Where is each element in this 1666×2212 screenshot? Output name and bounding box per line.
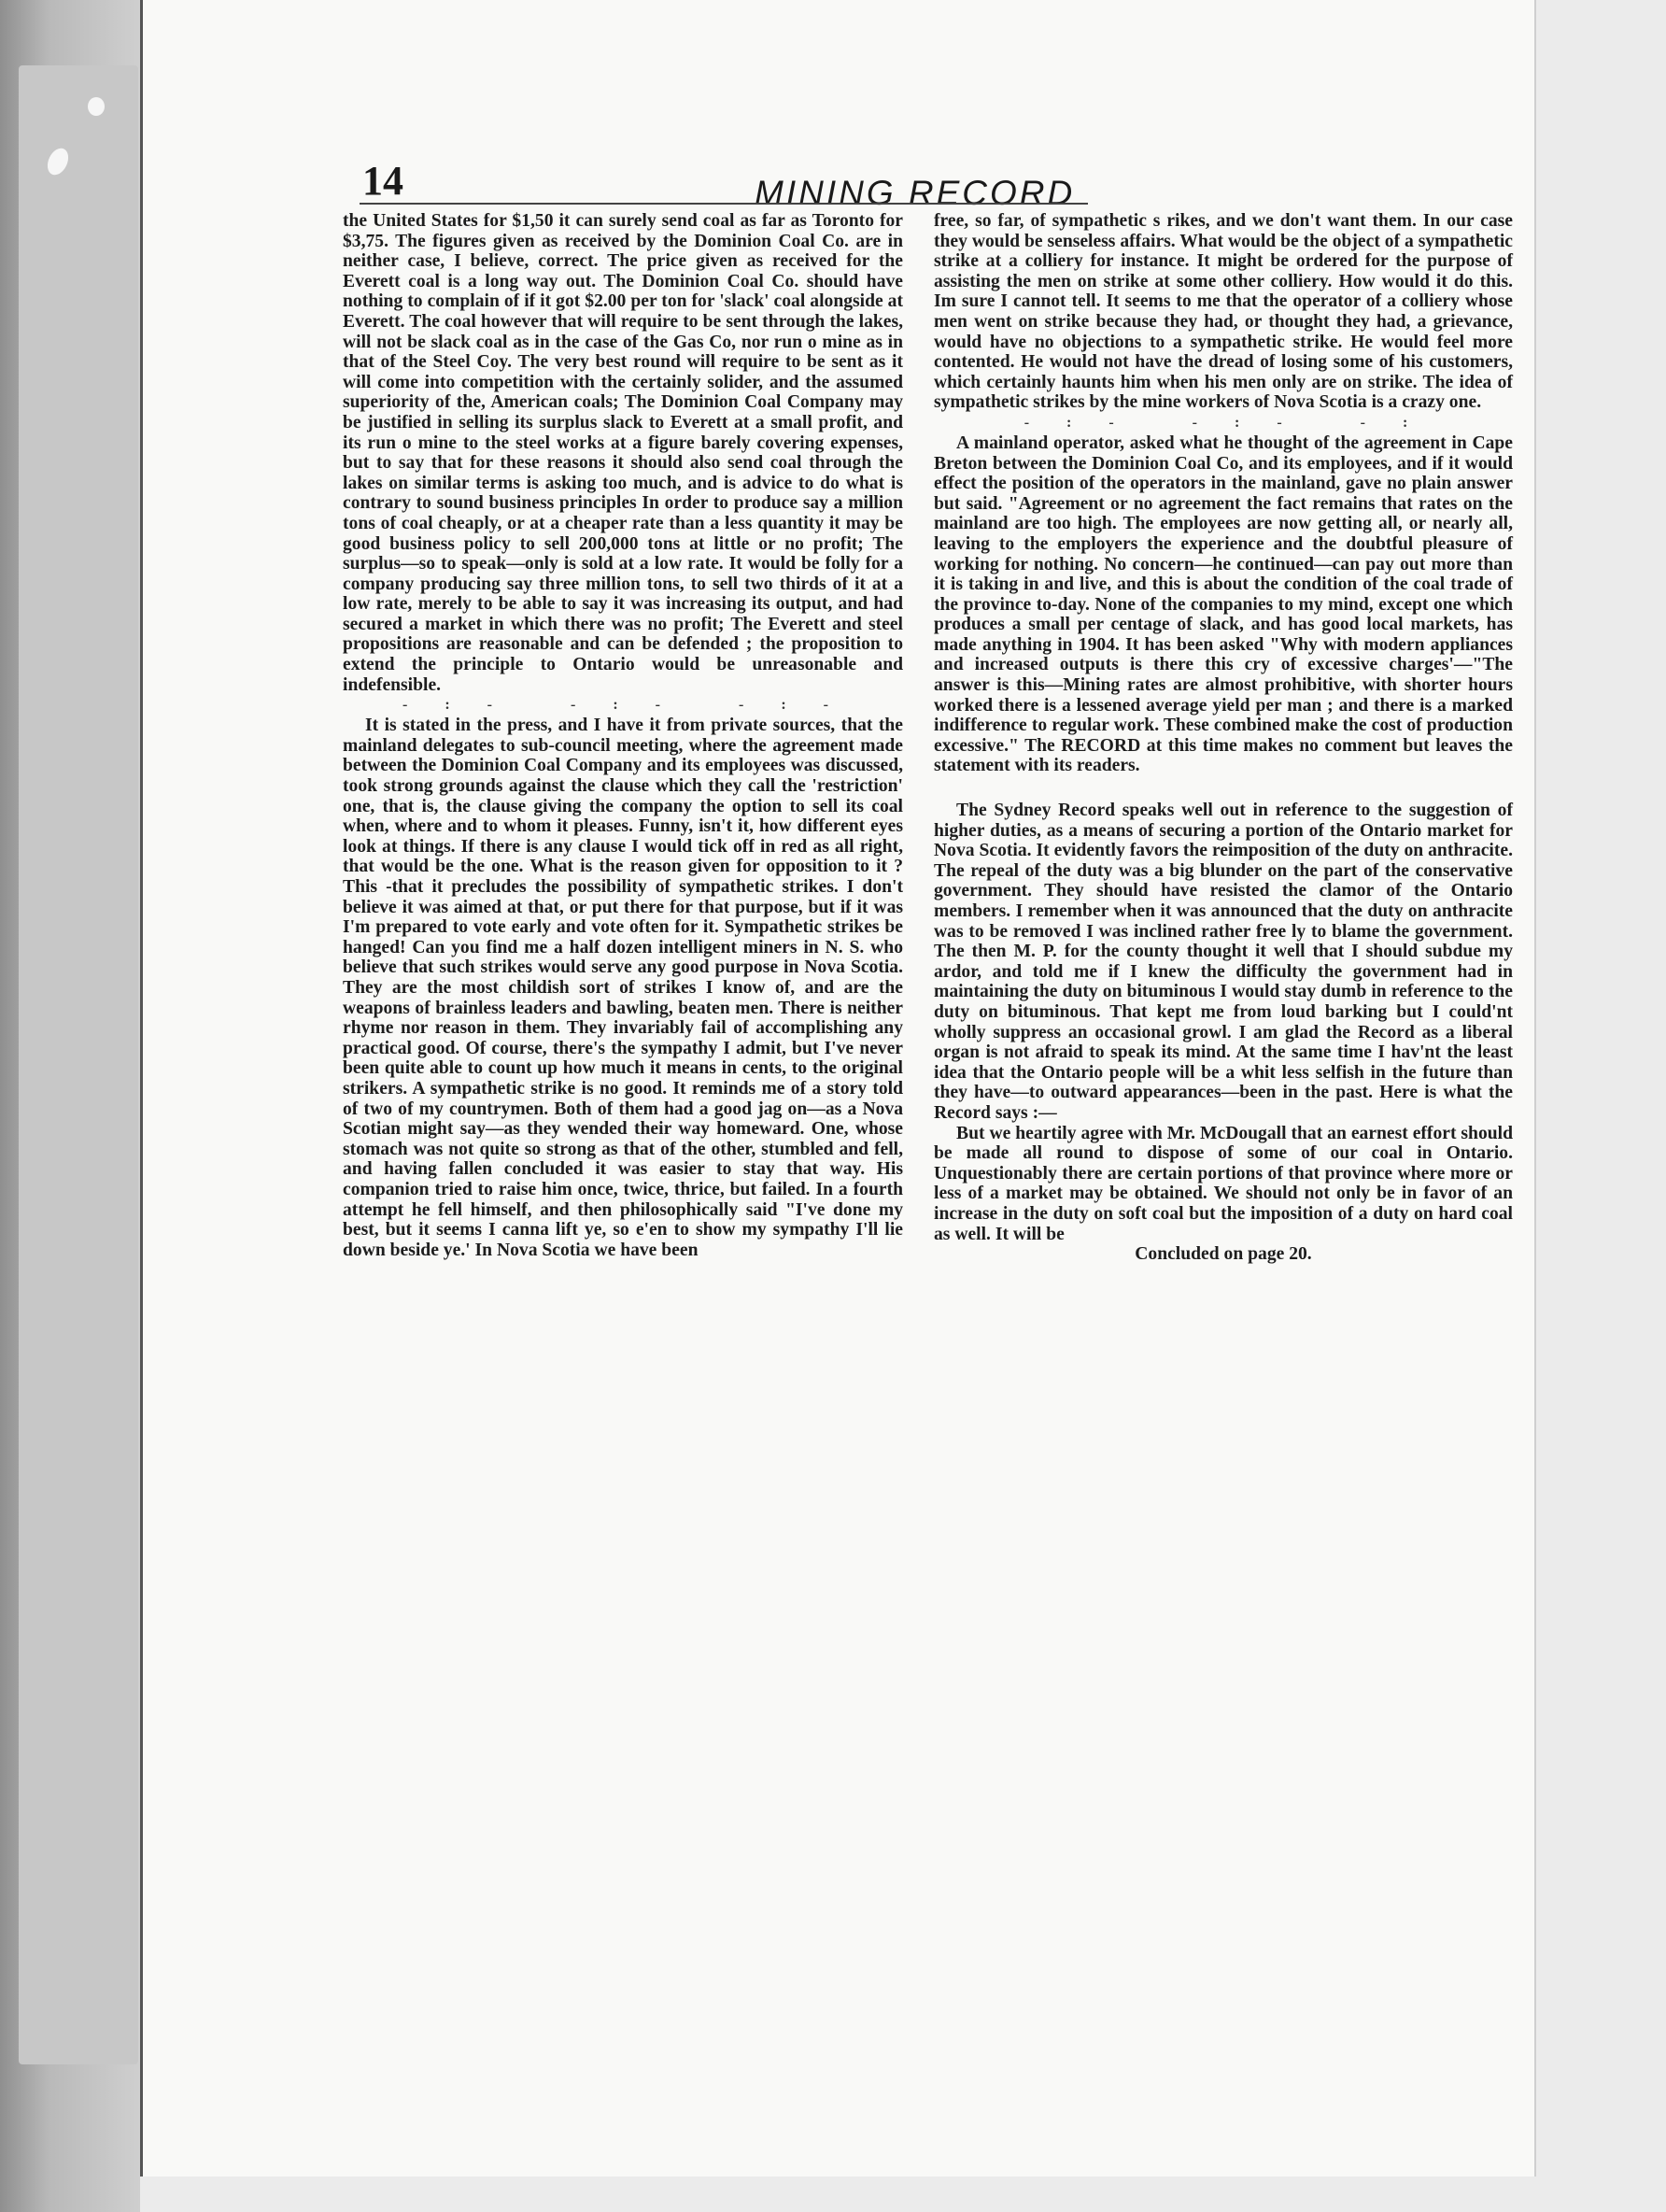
paragraph: the United States for $1,50 it can surely send coal as far as Toronto for $3,75. The figures given as received by the Dominion Coal Co. are in neither case, I believe, correct. The price given as received for the Everett coal is a long way out. The Dominion Coal Co. should have nothing to complain of if it got $2.00 per ton for 'slack' coal alongside at Everett. The coal however that will require to be sent through the lakes, will not be slack coal as in the case of the Gas Co, nor run o mine as in that of the Steel Coy. The very best round will require to be sent as it will come into competition with the certainly solider, and the assumed superiority of the, American coals; The Dominion Coal Company may be justified in selling its surplus slack to Everett at a small profit, and its run o mine to the steel works at a figure barely covering expenses, but to say that for these reasons it should also send coal through the lakes on similar terms is asking too much, and is advice to do what is contrary to sound business principles In order to produce say a million tons of coal cheaply, or at a cheaper rate than a less quantity it may be good business policy to sell 200,000 tons at little or no profit; The surplus—so to speak—only is sold at a low rate. It would be folly for a company producing say three million tons, to sell two thirds of it at a low rate, merely to be able to say it was increasing its output, and had secured a market in which there was no profit; The Everett and steel propositions are reasonable and can be defended ; the proposition to extend the principle to Ontario would be unreasonable and indefensible. [343, 211, 903, 695]
paragraph: A mainland operator, asked what he thought of the agreement in Cape Breton between the Dominion Coal Co, and its employees, and if it would effect the position of the operators in the mainland, gave no plain answer but said. "Agreement or no agreement the fact remains that rates on the mainland are too high. The employees are now getting all, or nearly all, leaving to the employers the experience and the doubtful pleasure of working for nothing. No concern—he continued—can pay out more than it is taking in and live, and this is about the condition of the coal trade of the province to-day. None of the companies to my mind, except one which produces a small per centage of slack, and has good local markets, has made anything in 1904. It has been asked "Why with modern appliances and increased outputs is there this cry of excessive charges'—"The answer is this—Mining rates are almost prohibitive, with shorter hours worked there is a lessened average yield per man ; and there is a marked indifference to regular work. These combined make the cost of production excessive." The RECORD at this time makes no comment but leaves the statement with its readers. [934, 432, 1513, 776]
scan-mark [88, 97, 105, 116]
continuation-note: Concluded on page 20. [1135, 1244, 1312, 1265]
left-column [343, 211, 903, 1260]
header-rule [360, 203, 1088, 205]
page-header [222, 157, 1156, 213]
page-number: 14 [362, 158, 403, 204]
paragraph: free, so far, of sympathetic s rikes, and we don't want them. In our case they would be senseless affairs. What would be the object of a sympathetic strike at a colliery for instance. It might be ordered for the purpose of assisting the men on strike at some other colliery. How would it do this. Im sure I cannot tell. It seems to me that the operator of a colliery whose men went on strike because they had, or thought they had, a grievance, would have no objections to a sympathetic strike. He would feel more contented. He would not have the dread of losing some of his customers, which certainly haunts him when his men only are on strike. The idea of sympathetic strikes by the mine workers of Nova Scotia is a crazy one. [934, 211, 1513, 413]
paragraph: The Sydney Record speaks well out in reference to the suggestion of higher duties, as a means of securing a portion of the Ontario market for Nova Scotia. It evidently favors the reimposition of the duty on anthracite. The repeal of the duty was a big blunder on the part of the conservative government. They should have resisted the clamor of the Ontario members. I remember when it was announced that the duty on anthracite was to be removed I was inclined rather free ly to blame the government. The then M. P. for the county thought it well that I should subdue my ardor, and told me if I knew the difficulty the government had in maintaining the duty on bituminous I would stay dumb in reference to the duty on bituminous. That kept me from loud barking but I could'nt wholly suppress an occasional growl. I am glad the Record as a liberal organ is not afraid to speak its mind. At the same time I hav'nt the least idea that the Ontario people will be a whit less selfish in the future than they have—to outward appearances—been in the past. Here is what the Record says :— [934, 801, 1513, 1123]
backing-card [19, 65, 138, 2064]
spacer [934, 776, 1513, 801]
paragraph: But we heartily agree with Mr. McDougall that an earnest effort should be made all round to dispose of some of our coal in Ontario. Unquestionably there are certain portions of that province where more or less of a market may be obtained. We should not only be in favor of an increase in the duty on soft coal but the imposition of a duty on hard coal as well. It will be [934, 1123, 1513, 1244]
paragraph: It is stated in the press, and I have it from private sources, that the mainland delegates to sub-council meeting, where the agreement made between the Dominion Coal Company and its employees was discussed, took strong grounds against the clause which they call the 'restriction' one, that is, the clause giving the company the option to sell its coal when, where and to whom it pleases. Funny, isn't it, how different eyes look at things. If there is any clause I would tick off in red as all right, that would be the one. What is the reason given for opposition to it ? This -that it precludes the possibility of sympathetic strikes. I don't believe it was aimed at that, or put there for that purpose, but if it was I'm prepared to vote early and vote often for it. Sympathetic strikes be hanged! Can you find me a half dozen intelligent miners in N. S. who believe that such strikes would serve any good purpose in Nova Scotia. They are the most childish sort of strikes I know of, and are the weapons of brainless leaders and bawling, beaten men. There is neither rhyme nor reason in them. They invariably fail of accomplishing any practical good. Of course, there's the sympathy I admit, but I've never been quite able to count up how much it means in cents, to the original strikers. A sympathetic strike is no good. It reminds me of a story told of two of my countrymen. Both of them had a good jag on—as a Nova Scotian might say—as they wended their way homeward. One, whose stomach was not quite so strong as that of the other, stumbled and fell, and having fallen concluded it was easier to stay that way. His companion tried to raise him once, twice, thrice, but failed. In a fourth attempt he fell himself, and then philosophically said "I've done my best, but it seems I canna lift ye, so e'en to show my sympathy I'll lie down beside ye.' In Nova Scotia we have been [343, 716, 903, 1260]
section-separator: -:- -:- -: [1024, 414, 1446, 431]
section-separator: -:- -:- -:- [402, 697, 866, 714]
right-column [934, 211, 1513, 1265]
publication-title: MINING RECORD [755, 174, 1076, 212]
